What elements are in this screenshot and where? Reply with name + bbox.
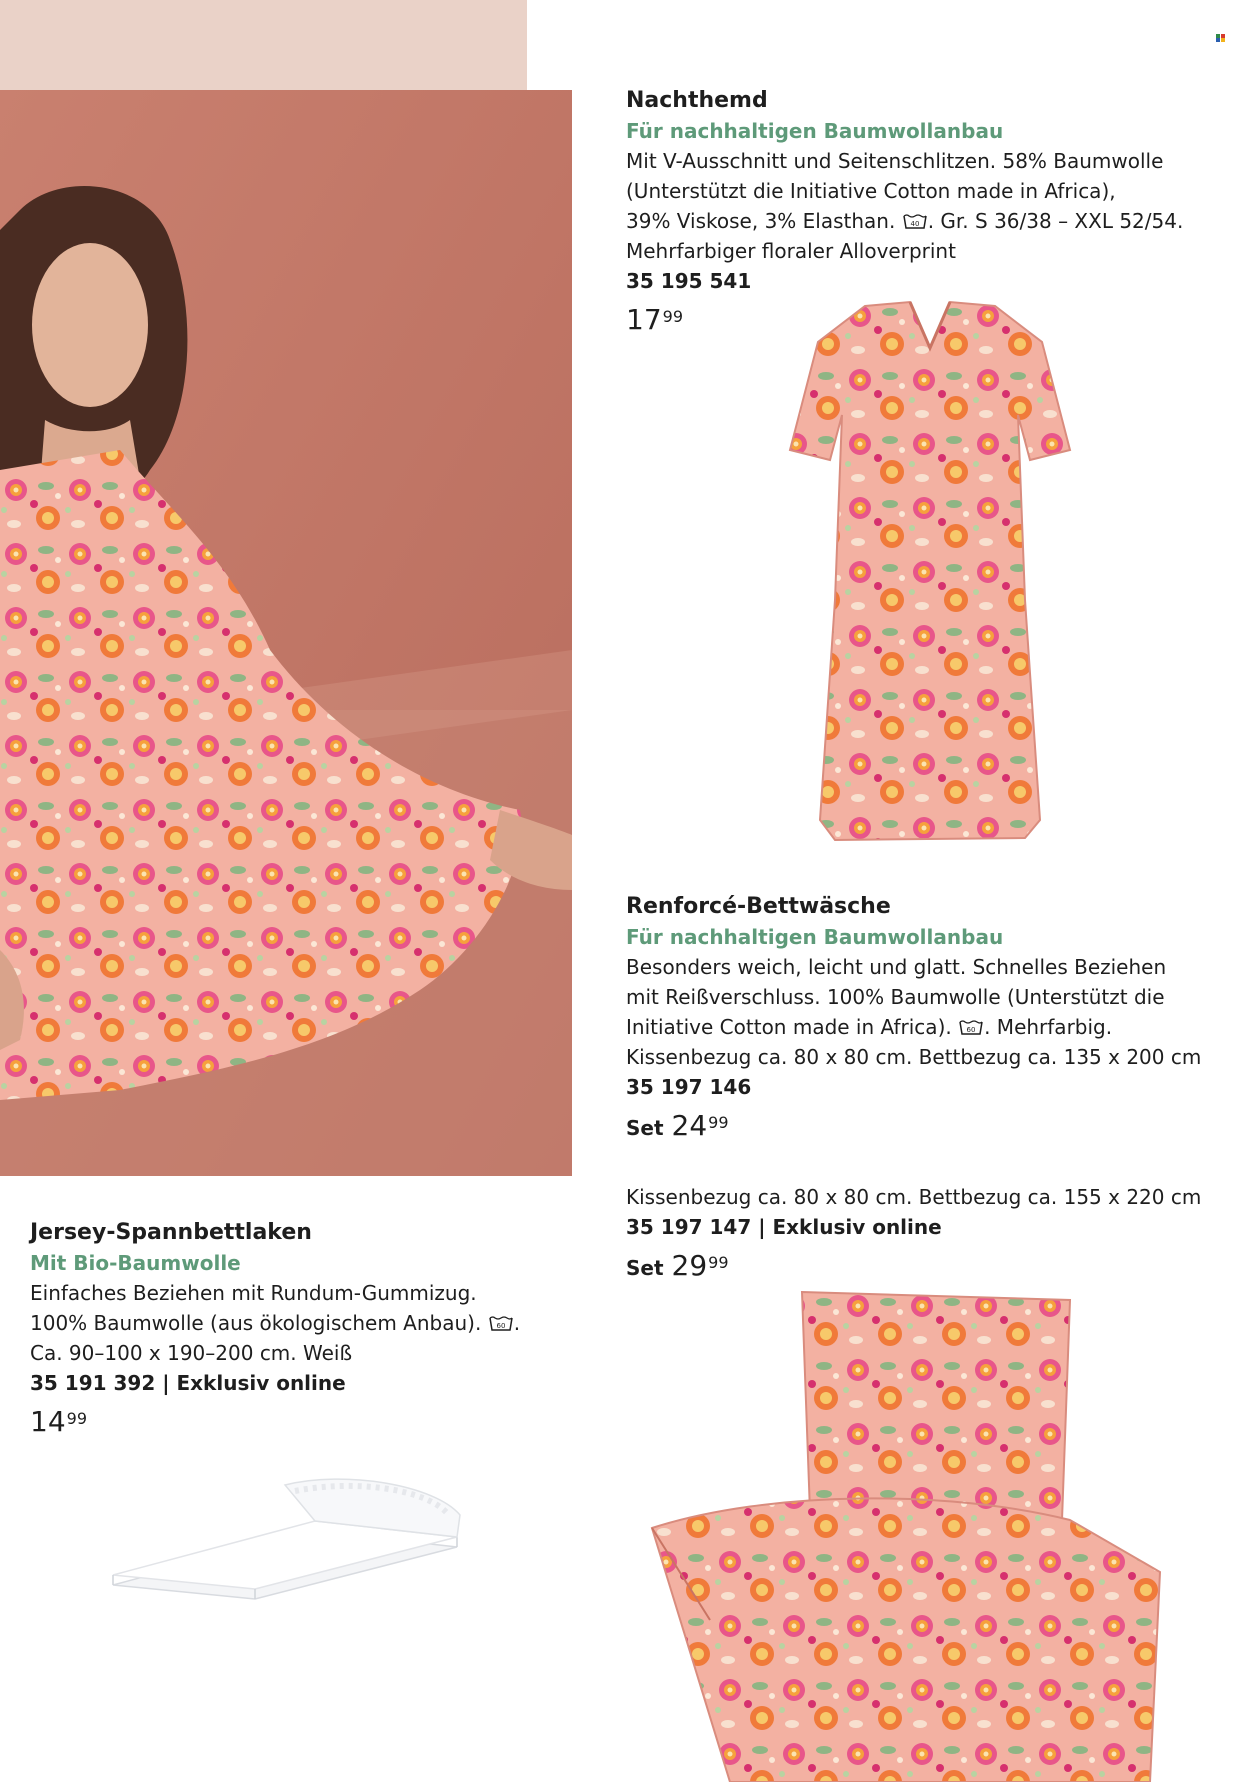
desc-text: Initiative Cotton made in Africa). xyxy=(626,1015,952,1039)
desc-text: . Mehrfarbig. xyxy=(984,1015,1113,1039)
wash-60-icon xyxy=(959,1019,983,1036)
svg-text:40: 40 xyxy=(910,220,920,228)
product-spannbettlaken xyxy=(30,1218,590,1440)
product-subtitle: Für nachhaltigen Baumwollanbau xyxy=(626,925,1004,949)
set-label: Set xyxy=(626,1256,664,1280)
product-bettwaesche-variant xyxy=(626,1182,1226,1286)
product-bettwaesche xyxy=(626,892,1226,1146)
product-description xyxy=(626,952,1226,1072)
desc-line: Einfaches Beziehen mit Rundum-Gummizug. xyxy=(30,1281,477,1305)
wash-60-icon xyxy=(489,1315,513,1332)
svg-text:60: 60 xyxy=(966,1026,976,1034)
desc-line: mit Reißverschluss. 100% Baumwolle (Unterstützt die xyxy=(626,985,1165,1009)
bedding-product-image xyxy=(650,1290,1170,1782)
product-title: Renforcé-Bettwäsche xyxy=(626,894,891,919)
product-subtitle: Mit Bio-Baumwolle xyxy=(30,1251,241,1275)
price-cents: 99 xyxy=(66,1409,87,1428)
set-label: Set xyxy=(626,1116,664,1140)
desc-text: . Gr. S 36/38 – XXL 52/54. xyxy=(927,209,1184,233)
article-number: 35 195 541 xyxy=(626,269,752,293)
product-description xyxy=(30,1278,590,1368)
brand-logo-icon xyxy=(1216,34,1226,42)
desc-text: 39% Viskose, 3% Elasthan. xyxy=(626,209,896,233)
product-title: Jersey-Spannbettlaken xyxy=(30,1220,312,1245)
desc-line: Ca. 90–100 x 190–200 cm. Weiß xyxy=(30,1341,353,1365)
desc-line xyxy=(30,1308,590,1338)
svg-text:60: 60 xyxy=(496,1322,506,1330)
model-lifestyle-photo xyxy=(0,90,572,1176)
article-number: 35 191 392 | Exklusiv online xyxy=(30,1371,346,1395)
price xyxy=(626,1248,1226,1286)
desc-line: Mehrfarbiger floraler Alloverprint xyxy=(626,239,956,263)
article-number: 35 197 147 | Exklusiv online xyxy=(626,1215,942,1239)
wash-40-icon xyxy=(903,213,927,230)
desc-line: (Unterstützt die Initiative Cotton made in Africa), xyxy=(626,179,1116,203)
desc-line xyxy=(626,1012,1226,1042)
desc-line: Kissenbezug ca. 80 x 80 cm. Bettbezug ca. 135 x 200 cm xyxy=(626,1045,1202,1069)
product-description xyxy=(626,146,1226,266)
nightgown-product-image xyxy=(780,300,1080,850)
variant-description: Kissenbezug ca. 80 x 80 cm. Bettbezug ca. 155 x 220 cm xyxy=(626,1185,1202,1209)
desc-line xyxy=(626,206,1226,236)
price xyxy=(626,1108,1226,1146)
product-subtitle: Für nachhaltigen Baumwollanbau xyxy=(626,119,1004,143)
article-number: 35 197 146 xyxy=(626,1075,752,1099)
price-cents: 99 xyxy=(708,1253,729,1272)
fitted-sheet-product-image xyxy=(105,1465,475,1605)
desc-text: 100% Baumwolle (aus ökologischem Anbau). xyxy=(30,1311,482,1335)
top-color-band xyxy=(0,0,527,90)
product-title: Nachthemd xyxy=(626,88,768,113)
price-cents: 99 xyxy=(708,1113,729,1132)
desc-line: Mit V-Ausschnitt und Seitenschlitzen. 58% Baumwolle xyxy=(626,149,1164,173)
price-main: 17 xyxy=(626,303,662,336)
price-main: 29 xyxy=(671,1249,708,1282)
price-main: 14 xyxy=(30,1405,66,1438)
price-cents: 99 xyxy=(662,307,683,326)
desc-text: . xyxy=(513,1311,521,1335)
price xyxy=(30,1404,590,1440)
desc-line: Besonders weich, leicht und glatt. Schnelles Beziehen xyxy=(626,955,1167,979)
price-main: 24 xyxy=(671,1109,708,1142)
